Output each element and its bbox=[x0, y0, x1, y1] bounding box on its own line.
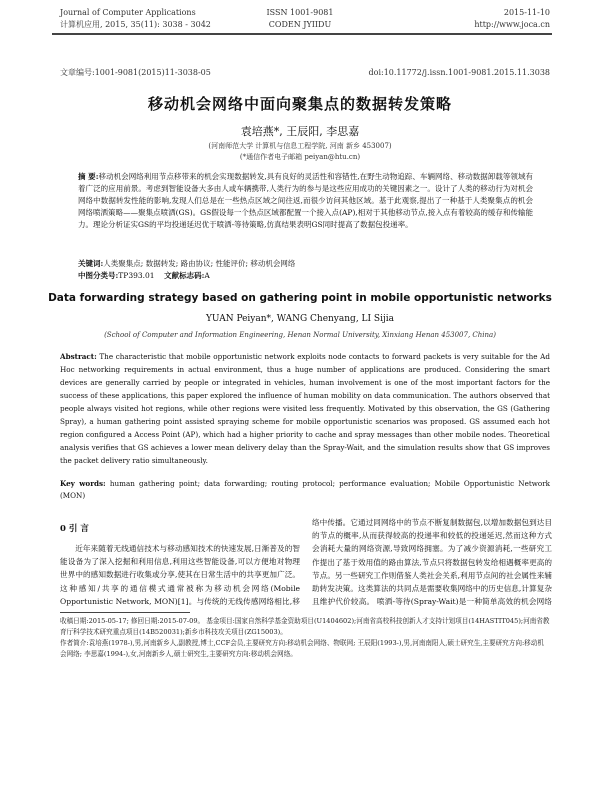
footnote-received: 收稿日期:2015-05-17; 修回日期:2015-07-09。 基金项目:国家自然科学基金资助项目(U1404602);河南省高校科技创新人才支持计划项目(14HASTIT045);河南省教育厅科学技术研究重点项目(14B520031);新乡市科技攻关项目(ZG15003)。 bbox=[60, 617, 550, 636]
abstract-cn-text: 移动机会网络利用节点移带来的机会实现数据转发,具有良好的灵活性和容错性,在野生动物追踪、车辆网络、移动数据卸载等领域有着广泛的应用前景。考虑到智能设备大多由人或车辆携带,人类行为的参与是这些应用成功的关键因素之一。设计了人类的移动行为对机会网络中数据转发性能的影响,发现人们总是在一些热点区域之间往返,而很少访问其他区域。基于此观察,提出了一种基于人类聚集点的机会网络喷洒策略——聚集点喷洒(GS)。GS假设每一个热点区域都配置一个接入点(AP),相对于其他移动节点,接入点有着较高的缓存和传输能力。理论分析证实GS的平均投递延迟优于喷洒-等待策略,仿真结果表明GS同时提高了数据包投递率。 bbox=[78, 172, 533, 229]
keywords-en bbox=[60, 478, 550, 502]
keywords-cn bbox=[78, 258, 533, 270]
classification-cn bbox=[78, 270, 533, 282]
title-en: Data forwarding strategy based on gathering point in mobile opportunistic networks bbox=[48, 292, 552, 304]
journal-name-en: Journal of Computer Applications bbox=[60, 8, 196, 17]
abstract-cn bbox=[78, 171, 533, 231]
authors-en: YUAN Peiyan*, WANG Chenyang, LI Sijia bbox=[205, 314, 395, 324]
footnote-rule bbox=[60, 612, 190, 613]
keywords-cn-label: 关键词: bbox=[78, 259, 104, 268]
right-para-2: 喷洒-等待(Spray-Wait)是一种简单高效的机会网络 bbox=[376, 597, 552, 607]
doc-code-value: A bbox=[204, 271, 210, 280]
left-para-1: 近年来随着无线通信技术与移动感知技术的快速发展,日渐普及的智能设备为了深入挖掘和利用信息,利用这些智能设备,可以方便地对物理世界中的感知数据进行收集或分享,使其在日常生活中的共享更加广泛。这种感知/共享的通信模式通常被称为移动机会网络(Mobile Opportunistic Network, MON)[1]。与传统的无线传感网络相比,移 bbox=[60, 544, 300, 606]
header-rule bbox=[52, 33, 552, 35]
keywords-en-label: Key words: bbox=[60, 479, 106, 488]
left-column-text bbox=[60, 542, 300, 608]
article-number: 文章编号:1001-9081(2015)11-3038-05 bbox=[60, 68, 211, 77]
title-cn: 移动机会网络中面向聚集点的数据转发策略 bbox=[147, 95, 452, 113]
journal-url: http://www.joca.cn bbox=[474, 20, 550, 29]
footnote-authors: 作者简介:袁培燕(1978-),男,河南新乡人,副教授,博士,CCF会员,主要研究方向:移动机会网络、物联网; 王辰阳(1993-),男,河南南阳人,硕士研究生,主要研究方向:移动机会网络; 李思嘉(1994-),女,河南新乡人,硕士研究生,主要研究方向:移动机会网络。 bbox=[60, 639, 544, 658]
coden: CODEN JYIIDU bbox=[268, 20, 332, 29]
abstract-cn-label: 摘 要: bbox=[78, 172, 99, 181]
issn: ISSN 1001-9081 bbox=[266, 8, 334, 17]
right-para-1: 络中传播。它通过同网络中的节点不断复制数据包,以增加数据包到达目的节点的概率,从而获得较高的投递率和较低的投递延迟,然而这种方式会消耗大量的网络资源,导致网络拥塞。为了减少资源消耗,一些研究工作提出了基于效用值的路由算法,节点只将数据包转发给相遇概率更高的节点。另一些研究工作则借鉴人类社会关系,利用节点间的社会属性来辅助转发决策。这类算法的共同点是需要收集网络中的历史信息,计算复杂且维护代价较高。 bbox=[312, 518, 552, 607]
clc-value: TP393.01 bbox=[118, 271, 155, 280]
footnote bbox=[60, 616, 550, 796]
right-column-text bbox=[312, 516, 552, 608]
doi: doi:10.11772/j.issn.1001-9081.2015.11.3038 bbox=[368, 68, 550, 77]
corresponding-email-cn: (*通信作者电子邮箱 peiyan@htu.cn) bbox=[239, 153, 361, 161]
keywords-en-text: human gathering point; data forwarding; routing protocol; performance evaluation; Mobile Opportunistic Network (MON) bbox=[60, 479, 550, 500]
affiliation-cn: (河南师范大学 计算机与信息工程学院, 河南 新乡 453007) bbox=[208, 142, 392, 150]
pub-date: 2015-11-10 bbox=[503, 8, 550, 17]
abstract-en bbox=[60, 350, 550, 468]
doc-code-label: 文献标志码: bbox=[164, 271, 205, 280]
clc-label: 中图分类号: bbox=[78, 271, 119, 280]
authors-cn: 袁培燕*, 王辰阳, 李思嘉 bbox=[240, 125, 360, 138]
abstract-en-text: The characteristic that mobile opportunistic network exploits node contacts to forward packets is very suitable for the Ad Hoc networking requirements in actual environment, thus a huge number of applications are produced. Considering the smart devices are generally carried by people or integrated in vehicles, human involvement is one of the most important factors for the success of these applications, this paper explored the influence of human mobility on data communication. The authors observed that people always visited hot regions, while other regions were visited less frequently. Motivated by this observation, the GS (Gathering Spray), a human gathering point assisted spraying scheme for mobile opportunistic scenarios was proposed. GS assumed each hot region configured a Access Point (AP), which had a higher priority to cache and spray messages than other mobile nodes. Theoretical analysis verifies that GS achieves a lower mean delivery delay than the Spray-Wait, and the simulation results show that GS improves the packet delivery ratio simultaneously. bbox=[60, 352, 550, 465]
section-introduction-title: 0 引 言 bbox=[60, 524, 89, 534]
abstract-en-label: Abstract: bbox=[60, 352, 97, 361]
journal-issue: 计算机应用, 2015, 35(11): 3038 - 3042 bbox=[60, 20, 211, 29]
affiliation-en: (School of Computer and Information Engineering, Henan Normal University, Xinxiang Henan 453007, China) bbox=[104, 331, 496, 339]
keywords-cn-text: 人类聚集点; 数据转发; 路由协议; 性能评价; 移动机会网络 bbox=[103, 259, 296, 268]
